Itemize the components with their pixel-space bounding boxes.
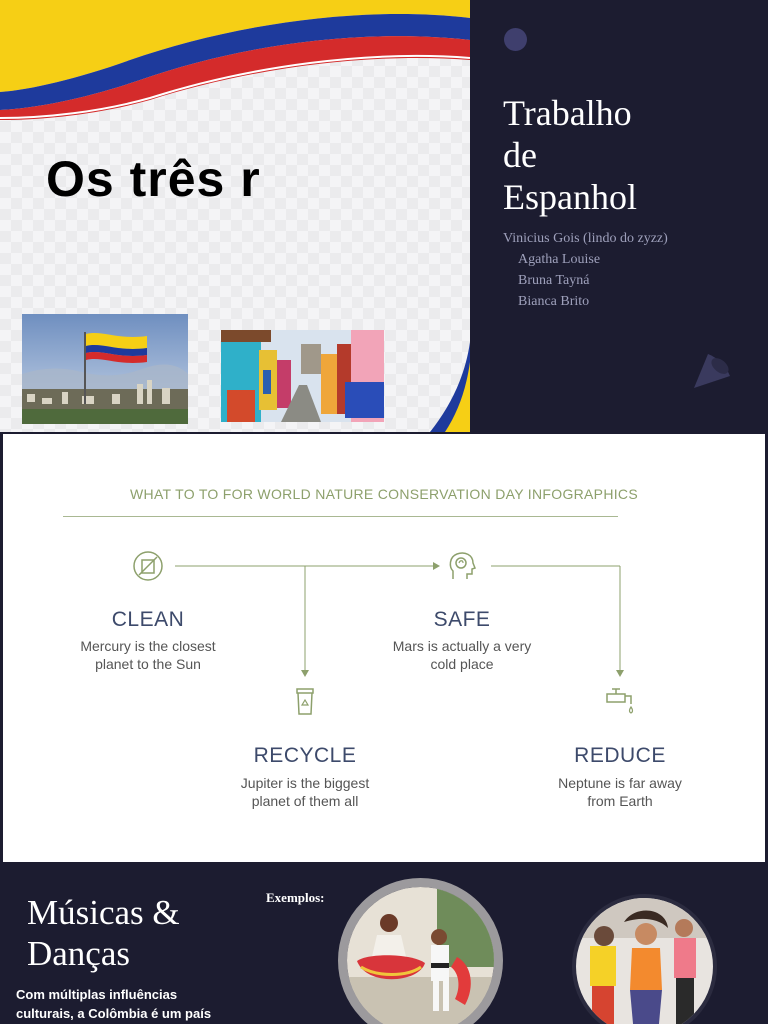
item-heading-reduce: REDUCE [574,744,666,767]
desc-line: cold place [430,656,494,672]
eco-mind-icon [445,549,479,583]
colombia-flag-ribbon [0,0,470,120]
heading-line: Danças [27,934,131,973]
presentation-heading [503,92,743,218]
desc-line: Jupiter is the biggest [240,775,370,791]
music-dance-body-text [16,985,211,1023]
water-tap-icon [603,684,637,718]
heading-line-2: de [503,135,537,175]
modern-dance-photo [572,894,717,1024]
author-name: Agatha Louise [518,252,601,267]
desc-line: Mars is actually a very [392,638,532,654]
item-heading-safe: SAFE [433,608,491,631]
desc-line: planet to the Sun [95,656,201,672]
examples-label: Exemplos: [266,890,325,905]
desc-line: Mercury is the closest [80,638,216,654]
body-line: culturais, a Colômbia é um país [16,1006,212,1021]
body-line: Com múltiplas influências [16,987,178,1002]
recycle-bin-icon [288,684,322,718]
item-desc-safe [362,637,562,673]
title-slide[interactable] [0,0,768,432]
colombia-flag-photo [22,314,188,424]
author-name: Vinicius Gois (lindo do zyzz) [503,231,668,246]
item-desc-reduce [520,774,720,810]
decorative-dot [504,28,527,51]
item-desc-clean [48,637,248,673]
item-heading-clean: CLEAN [111,608,185,631]
author-name: Bianca Brito [518,294,590,309]
infographic-slide[interactable] [3,434,765,862]
heading-line: Músicas & [27,893,180,932]
slide-title: Os três r [46,151,261,207]
author-name: Bruna Tayná [518,273,590,288]
heading-line-3: Espanhol [503,177,637,217]
colorful-street-photo [221,330,384,422]
corner-flag-ribbon [390,322,470,432]
desc-line: Neptune is far away [558,775,682,791]
music-dance-slide[interactable] [0,864,768,1024]
author-list [503,228,668,312]
heading-line-1: Trabalho [503,93,632,133]
item-desc-recycle [205,774,405,810]
decorative-cone-shape [692,350,732,390]
music-dance-heading [27,892,180,974]
no-waste-icon [131,549,165,583]
infographic-title: WHAT TO TO FOR WORLD NATURE CONSERVATION DAY INFOGRAPHICS [130,486,638,502]
desc-line: planet of them all [251,793,359,809]
traditional-dance-photo [338,878,503,1024]
desc-line: from Earth [587,793,653,809]
item-heading-recycle: RECYCLE [253,744,357,767]
